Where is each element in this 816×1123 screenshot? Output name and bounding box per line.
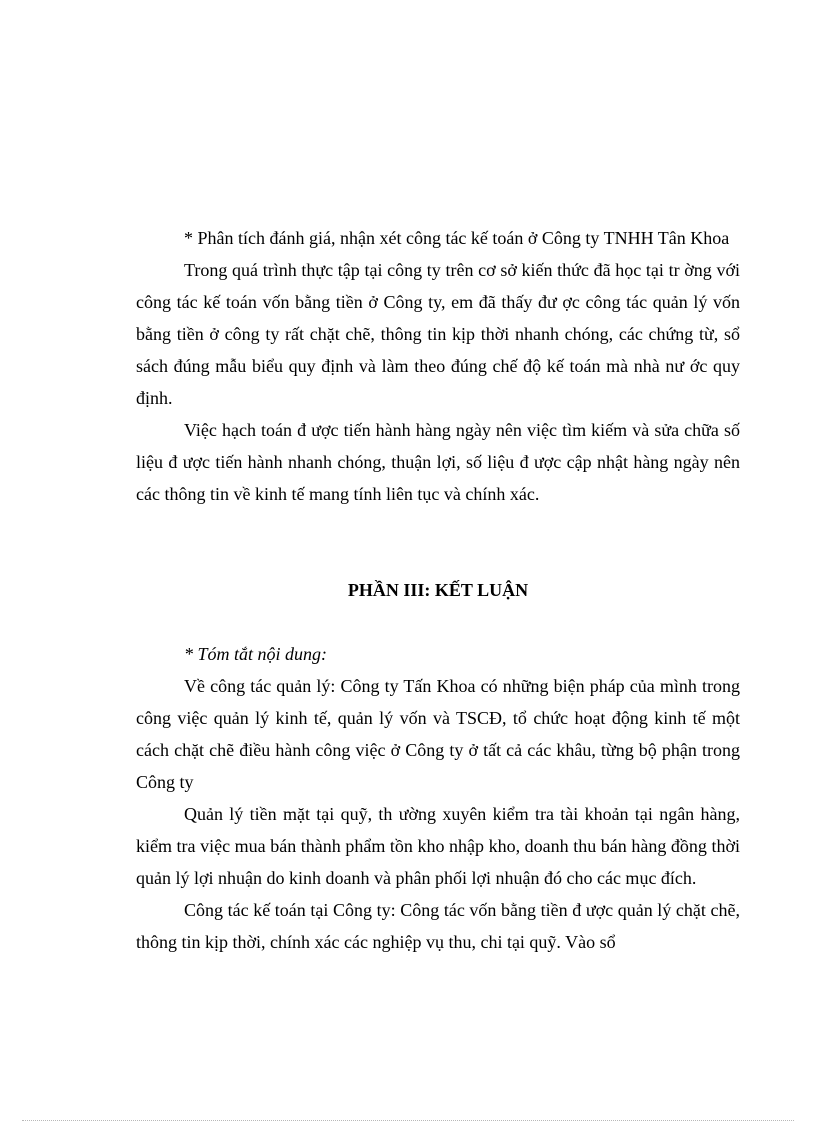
chapter-heading: PHẦN III: KẾT LUẬN (347, 580, 529, 600)
section-title: * Phân tích đánh giá, nhận xét công tác kế toán ở Công ty TNHH Tân Khoa (184, 228, 730, 248)
page-content (136, 222, 740, 958)
paragraph: Công tác kế toán tại Công ty: Công tác vốn bằng tiền đ ược quản lý chặt chẽ, thông tin kịp thời, chính xác các nghiệp vụ thu, chi tại quỹ. Vào sổ (136, 900, 740, 952)
paragraph: Trong quá trình thực tập tại công ty trên cơ sở kiến thức đã học tại tr ờng với công tác kế toán vốn bằng tiền ở Công ty, em đã thấy đư ợc công tác quản lý vốn bằng tiền ở công ty rất chặt chẽ, thông tin kịp thời nhanh chóng, các chứng từ, sổ sách đúng mẫu biểu quy định và làm theo đúng chế độ kế toán mà nhà nư ớc quy định. (136, 260, 740, 408)
paragraph: Về công tác quản lý: Công ty Tấn Khoa có những biện pháp của mình trong công việc quản lý kinh tế, quản lý vốn và TSCĐ, tổ chức hoạt động kinh tế một cách chặt chẽ điều hành công việc ở Công ty ở tất cả các khâu, từng bộ phận trong Công ty (136, 676, 740, 792)
summary-label: * Tóm tắt nội dung: (184, 644, 328, 664)
spacer (136, 510, 740, 574)
spacer (136, 606, 740, 638)
paragraph: Quản lý tiền mặt tại quỹ, th ường xuyên kiểm tra tài khoản tại ngân hàng, kiểm tra việc mua bán thành phẩm tồn kho nhập kho, doanh thu bán hàng đồng thời quản lý lợi nhuận do kinh doanh và phân phối lợi nhuận đó cho các mục đích. (136, 804, 740, 888)
paragraph: Việc hạch toán đ ược tiến hành hàng ngày nên việc tìm kiếm và sửa chữa số liệu đ ược tiến hành nhanh chóng, thuận lợi, số liệu đ ược cập nhật hàng ngày nên các thông tin về kinh tế mang tính liên tục và chính xác. (136, 420, 740, 504)
page-bottom-rule (22, 1120, 794, 1121)
